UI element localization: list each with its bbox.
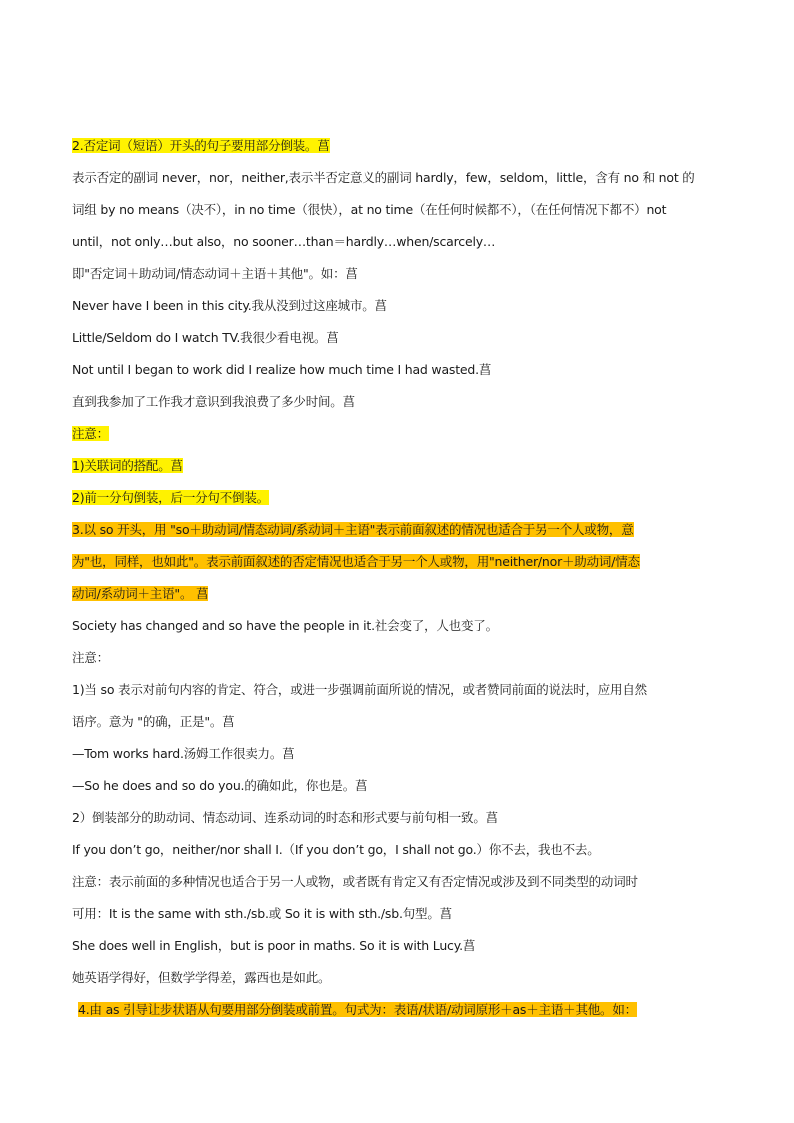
paragraph-line: until，not only…but also，no sooner…than＝hardly…when/scarcely… [72, 234, 496, 249]
note-label: 注意： [72, 426, 109, 441]
paragraph-line: 语序。意为 "的确，正是"。菖 [72, 714, 235, 729]
heading-4-as-inversion: 4.由 as 引导让步状语从句要用部分倒装或前置。句式为：表语/状语/动词原形＋as＋主语＋其他。如： [78, 1002, 637, 1017]
example-line: Never have I been in this city.我从没到过这座城市。菖 [72, 298, 387, 313]
document-body [72, 130, 722, 1026]
example-translation: 她英语学得好，但数学学得差，露西也是如此。 [72, 970, 331, 985]
paragraph-line: 注意：表示前面的多种情况也适合于另一人或物，或者既有肯定又有否定情况或涉及到不同类型的动词时 [72, 874, 638, 889]
note-item-2: 2)前一分句倒装，后一分句不倒装。 [72, 490, 269, 505]
example-line: Not until I began to work did I realize how much time I had wasted.菖 [72, 362, 492, 377]
heading-3-so-inversion: 3.以 so 开头，用 "so＋助动词/情态动词/系动词＋主语"表示前面叙述的情况也适合于另一个人或物，意 [72, 522, 634, 537]
paragraph-line: 即"否定词＋助动词/情态动词＋主语＋其他"。如：菖 [72, 266, 358, 281]
example-line: Little/Seldom do I watch TV.我很少看电视。菖 [72, 330, 339, 345]
example-line: Society has changed and so have the people in it.社会变了，人也变了。 [72, 618, 498, 633]
note-label: 注意： [72, 650, 109, 665]
note-item-1: 1)关联词的搭配。菖 [72, 458, 183, 473]
paragraph-line: 可用：It is the same with sth./sb.或 So it is with sth./sb.句型。菖 [72, 906, 452, 921]
example-translation: 直到我参加了工作我才意识到我浪费了多少时间。菖 [72, 394, 355, 409]
paragraph-line: 1)当 so 表示对前句内容的肯定、符合，或进一步强调前面所说的情况，或者赞同前面的说法时，应用自然 [72, 682, 647, 697]
heading-3-continued: 动词/系动词＋主语"。 菖 [72, 586, 209, 601]
paragraph-line: 词组 by no means（决不），in no time（很快），at no time（在任何时候都不），（在任何情况下都不）not [72, 202, 667, 217]
heading-2-negative-inversion: 2.否定词（短语）开头的句子要用部分倒装。菖 [72, 138, 330, 153]
example-line: She does well in English，but is poor in maths. So it is with Lucy.菖 [72, 938, 476, 953]
heading-3-continued: 为"也，同样，也如此"。表示前面叙述的否定情况也适合于另一个人或物，用"neither/nor＋助动词/情态 [72, 554, 640, 569]
dialogue-line: —Tom works hard.汤姆工作很卖力。菖 [72, 746, 295, 761]
example-line: If you don’t go，neither/nor shall I.（If you don’t go，I shall not go.）你不去，我也不去。 [72, 842, 600, 857]
paragraph-line: 表示否定的副词 never，nor，neither,表示半否定意义的副词 hardly，few，seldom，little，含有 no 和 not 的 [72, 170, 695, 185]
dialogue-line: —So he does and so do you.的确如此，你也是。菖 [72, 778, 368, 793]
paragraph-line: 2）倒装部分的助动词、情态动词、连系动词的时态和形式要与前句相一致。菖 [72, 810, 498, 825]
